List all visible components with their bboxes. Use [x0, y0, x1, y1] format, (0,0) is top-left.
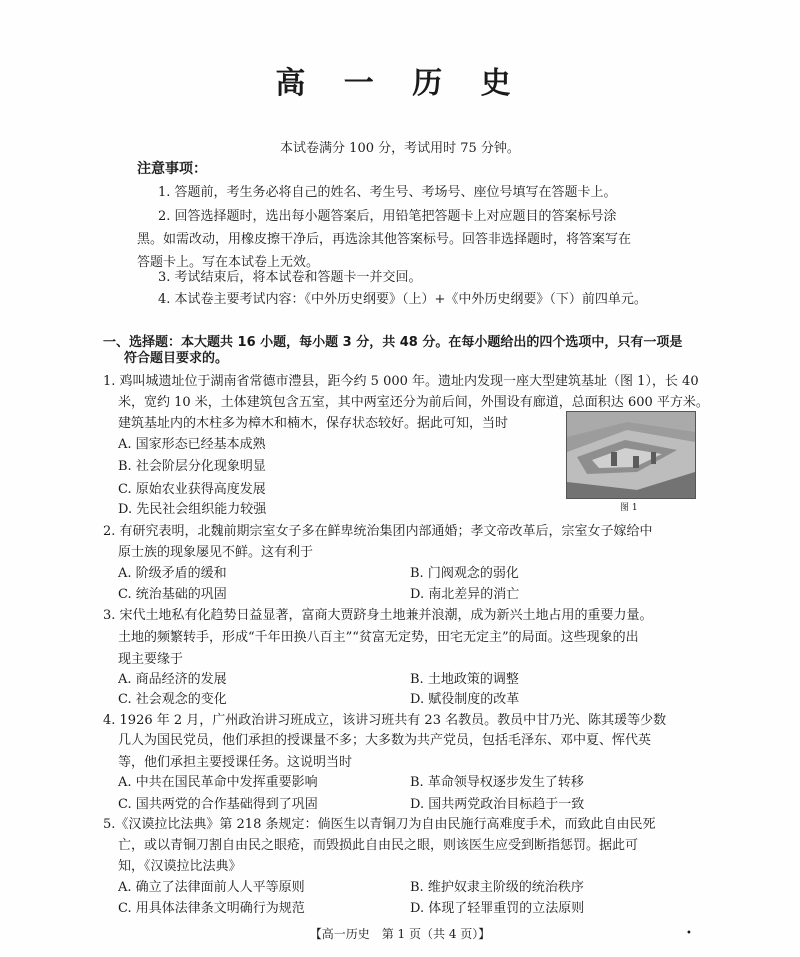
q4-option-d: D. 国共两党政治目标趋于一致 [410, 797, 585, 812]
q3-option-d: D. 赋役制度的改革 [410, 692, 520, 707]
section-heading: 一、选择题：本大题共 16 小题，每小题 3 分，共 48 分。在每小题给出的四个选项中，只有一项是 [103, 335, 683, 350]
page-title: 高 一 历 史 [275, 66, 525, 101]
page-footer: 【高一历史 第 1 页（共 4 页）】 [309, 927, 491, 941]
q3-stem: 3. 宋代土地私有化趋势日益显著，富商大贾跻身土地兼并浪潮，成为新兴土地占用的重要力量。 [103, 608, 653, 623]
notice-item: 3. 考试结束后，将本试卷和答题卡一并交回。 [158, 270, 422, 285]
q4-option-b: B. 革命领导权逐步发生了转移 [410, 775, 584, 790]
q5-option-b: B. 维护奴隶主阶级的统治秩序 [410, 880, 584, 895]
q1-stem: 米，宽约 10 米，土体建筑包含五室，其中两室还分为前后间，外围设有廊道，总面积达 600 平方米。 [118, 395, 709, 410]
q5-stem: 亡，或以青铜刀割自由民之眼疮，而毁损此自由民之眼，则该医生应受到断指惩罚。据此可 [118, 838, 639, 853]
q4-option-c: C. 国共两党的合作基础得到了巩固 [118, 797, 318, 812]
q2-option-d: D. 南北差异的消亡 [410, 587, 520, 602]
q1-option-c: C. 原始农业获得高度发展 [118, 482, 266, 497]
notice-heading: 注意事项： [137, 161, 207, 177]
q2-option-a: A. 阶级矛盾的缓和 [118, 566, 227, 581]
q4-stem: 等，他们承担主要授课任务。这说明当时 [118, 755, 353, 770]
q4-stem: 4. 1926 年 2 月，广州政治讲习班成立，该讲习班共有 23 名教员。教员中甘乃光、陈其瑗等少数 [103, 713, 667, 728]
corner-mark: • [686, 928, 692, 939]
q3-stem: 土地的频繁转手，形成“千年田换八百主”“贫富无定势，田宅无定主”的局面。这些现象的出 [118, 630, 639, 645]
q3-option-b: B. 土地政策的调整 [410, 672, 519, 687]
q4-stem: 几人为国民党员，他们承担的授课量不多；大多数为共产党员，包括毛泽东、邓中夏、恽代英 [118, 733, 652, 748]
q5-option-d: D. 体现了轻罪重罚的立法原则 [410, 901, 585, 916]
q1-stem: 1. 鸡叫城遗址位于湖南省常德市澧县，距今约 5 000 年。遗址内发现一座大型建筑基址（图 1），长 40 [103, 374, 699, 389]
q3-option-a: A. 商品经济的发展 [118, 672, 227, 687]
q5-stem: 知，《汉谟拉比法典》 [118, 859, 242, 874]
q1-option-b: B. 社会阶层分化现象明显 [118, 459, 266, 474]
q2-option-b: B. 门阀观念的弱化 [410, 566, 519, 581]
q5-option-a: A. 确立了法律面前人人平等原则 [118, 880, 305, 895]
notice-item: 4. 本试卷主要考试内容：《中外历史纲要》（上）+《中外历史纲要》（下）前四单元。 [158, 292, 647, 307]
exam-subtitle: 本试卷满分 100 分，考试用时 75 分钟。 [280, 141, 520, 156]
q1-figure-image [566, 411, 696, 499]
q2-stem: 原士族的现象屡见不鲜。这有利于 [118, 545, 314, 560]
notice-item: 黑。如需改动，用橡皮擦干净后，再选涂其他答案标号。回答非选择题时，将答案写在 [137, 232, 632, 247]
q1-stem: 建筑基址内的木柱多为樟木和楠木，保存状态较好。据此可知，当时 [118, 416, 509, 431]
section-heading-cont: 符合题目要求的。 [124, 351, 229, 366]
notice-item: 2. 回答选择题时，选出每小题答案后，用铅笔把答题卡上对应题目的答案标号涂 [158, 209, 617, 224]
q1-option-a: A. 国家形态已经基本成熟 [118, 437, 266, 452]
q5-option-c: C. 用具体法律条文明确行为规范 [118, 901, 305, 916]
q1-figure-caption: 图 1 [620, 503, 638, 513]
q3-option-c: C. 社会观念的变化 [118, 692, 227, 707]
notice-item: 答题卡上。写在本试卷上无效。 [137, 255, 320, 270]
q5-stem: 5.《汉谟拉比法典》第 218 条规定：倘医生以青铜刀为自由民施行高难度手术，而致此自由民死 [103, 817, 656, 832]
q1-option-d: D. 先民社会组织能力较强 [118, 502, 267, 517]
q3-stem: 现主要缘于 [118, 652, 184, 667]
notice-item: 1. 答题前，考生务必将自己的姓名、考生号、考场号、座位号填写在答题卡上。 [158, 185, 617, 200]
q4-option-a: A. 中共在国民革命中发挥重要影响 [118, 775, 318, 790]
q2-option-c: C. 统治基础的巩固 [118, 587, 227, 602]
q2-stem: 2. 有研究表明，北魏前期宗室女子多在鲜卑统治集团内部通婚；孝文帝改革后，宗室女子嫁给中 [103, 524, 653, 539]
